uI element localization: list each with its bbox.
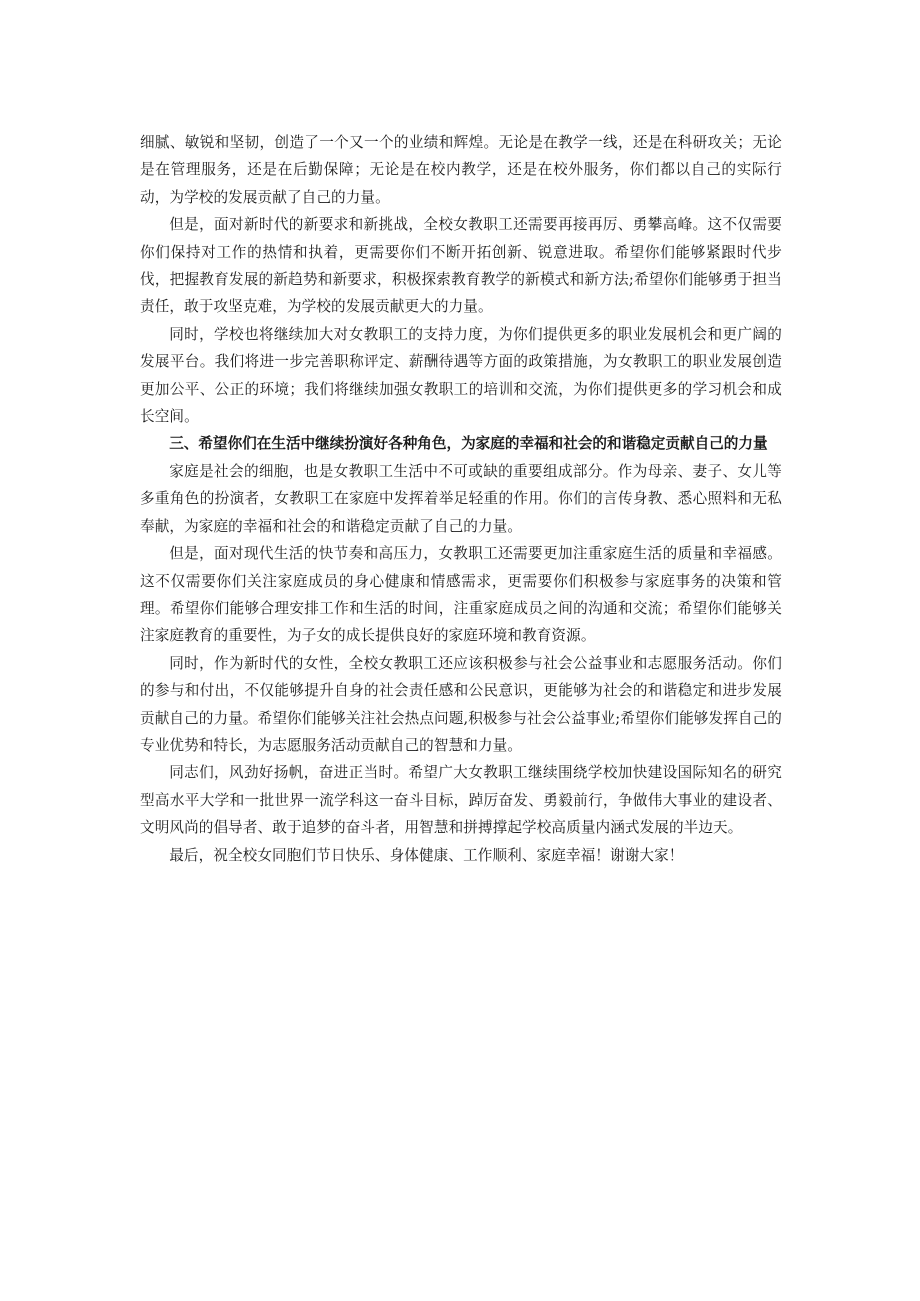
- paragraph-family-life-quality: 但是，面对现代生活的快节奏和高压力，女教职工还需要更加注重家庭生活的质量和幸福感。这不仅需要你们关注家庭成员的身心健康和情感需求，更需要你们积极参与家庭事务的决策和管理。希望你们能够合理安排工作和生活的时间，注重家庭成员之间的沟通和交流；希望你们能够关注家庭教育的重要性，为子女的成长提供良好的家庭环境和教育资源。: [140, 545, 782, 645]
- paragraph-closing-wishes: 最后，祝全校女同胞们节日快乐、身体健康、工作顺利、家庭幸福！谢谢大家！: [169, 846, 684, 864]
- paragraph-family-role: 家庭是社会的细胞，也是女教职工生活中不可或缺的重要组成部分。作为母亲、妻子、女儿等多重角色的扮演者，女教职工在家庭中发挥着举足轻重的作用。你们的言传身教、悉心照料和无私奉献，为家庭的幸福和社会的和谐稳定贡献了自己的力量。: [140, 462, 782, 535]
- paragraph-new-challenges: 但是，面对新时代的新要求和新挑战，全校女教职工还需要再接再厉、勇攀高峰。这不仅需要你们保持对工作的热情和执着，更需要你们不断开拓创新、锐意进取。希望你们能够紧跟时代步伐，把握教育发展的新趋势和新要求，积极探索教育教学的新模式和新方法;希望你们能够勇于担当责任，敢于攻坚克难，为学校的发展贡献更大的力量。: [140, 216, 782, 316]
- section-heading-three: 三、希望你们在生活中继续扮演好各种角色，为家庭的幸福和社会的和谐稳定贡献自己的力量: [169, 435, 768, 453]
- paragraph-achievements: 细腻、敏锐和坚韧，创造了一个又一个的业绩和辉煌。无论是在教学一线，还是在科研攻关；无论是在管理服务，还是在后勤保障；无论是在校内教学，还是在校外服务，你们都以自己的实际行动，为学校的发展贡献了自己的力量。: [140, 134, 782, 206]
- paragraph-school-support: 同时，学校也将继续加大对女教职工的支持力度，为你们提供更多的职业发展机会和更广阔的发展平台。我们将进一步完善职称评定、薪酬待遇等方面的政策措施，为女教职工的职业发展创造更加公平、公正的环境；我们将继续加强女教职工的培训和交流，为你们提供更多的学习机会和成长空间。: [140, 325, 782, 426]
- paragraph-public-service: 同时，作为新时代的女性，全校女教职工还应该积极参与社会公益事业和志愿服务活动。你们的参与和付出，不仅能够提升自身的社会责任感和公民意识，更能够为社会的和谐稳定和进步发展贡献自己的力量。希望你们能够关注社会热点问题,积极参与社会公益事业;希望你们能够发挥自己的专业优势和特长，为志愿服务活动贡献自己的智慧和力量。: [140, 654, 782, 754]
- paragraph-call-to-action: 同志们，风劲好扬帆，奋进正当时。希望广大女教职工继续围绕学校加快建设国际知名的研究型高水平大学和一批世界一流学科这一奋斗目标，踔厉奋发、勇毅前行，争做伟大事业的建设者、文明风尚的倡导者、敢于追梦的奋斗者，用智慧和拼搏撑起学校高质量内涵式发展的半边天。: [140, 764, 782, 837]
- document-page: [140, 129, 782, 869]
